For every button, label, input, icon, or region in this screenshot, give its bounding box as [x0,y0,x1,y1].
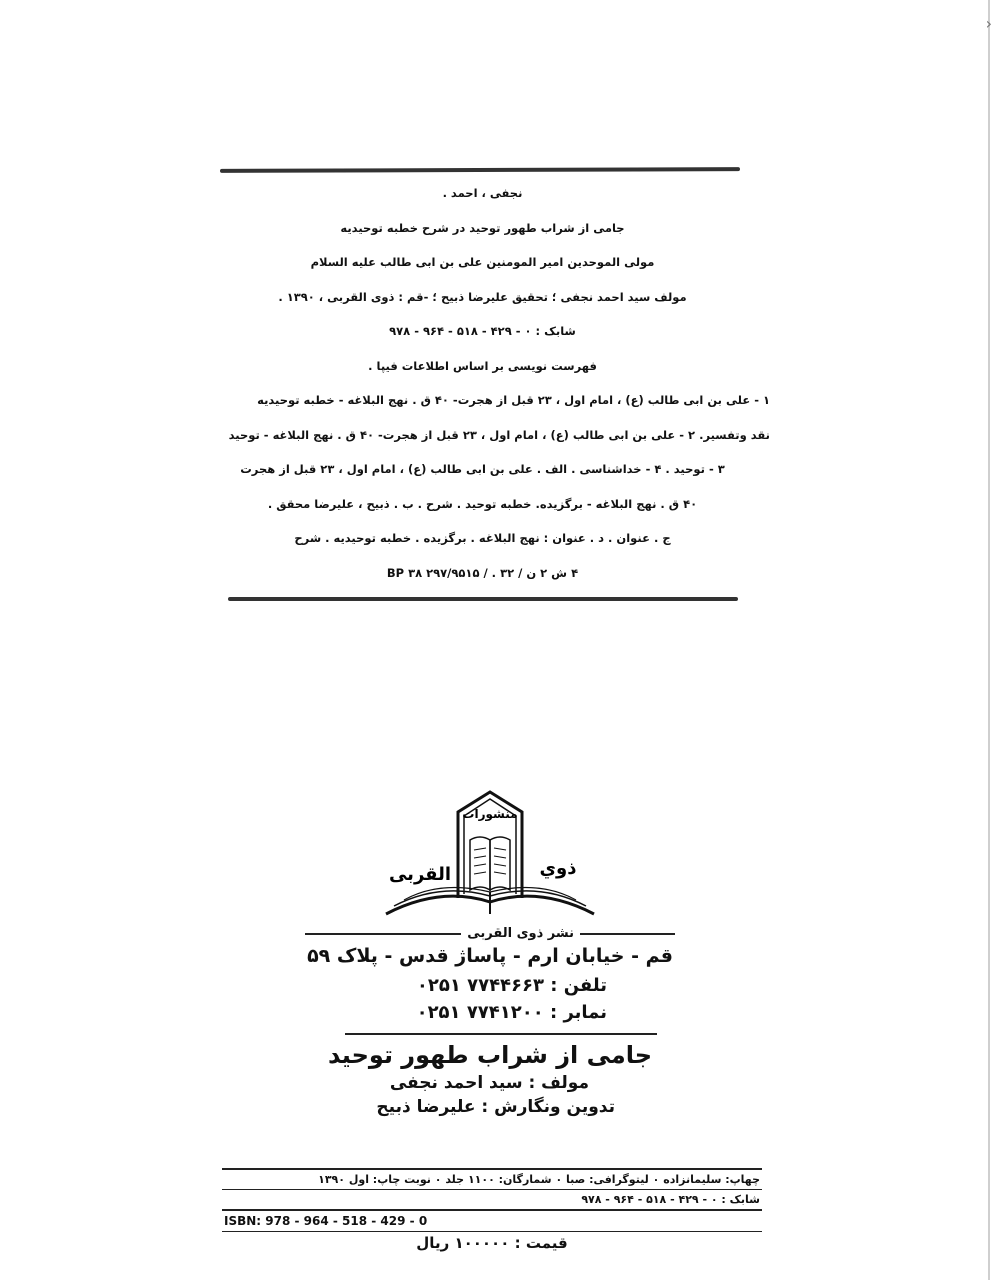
cip-subject-5: ج . عنوان . د . عنوان : نهج البلاغه . برگزیده . خطبه توحیدیه . شرح [294,531,671,545]
corner-mark: › [985,14,992,33]
colophon [222,1168,762,1252]
publisher-rule-right [580,933,675,935]
publisher-separator [345,1033,657,1035]
isbn-persian: شابک : ۰ - ۴۲۹ - ۵۱۸ - ۹۶۴ - ۹۷۸ [581,1193,760,1206]
book-author: مولف : سید احمد نجفی [389,1073,589,1093]
cip-title: جامی از شراب طهور توحید در شرح خطبه توحیدیه [340,220,625,235]
cip-lines [195,172,770,597]
publisher-block [305,790,675,1117]
cip-classification: ۴ ش ۲ ن / ۳۲ . / BP ۳۸ ۲۹۷/۹۵۱۵ [386,565,579,580]
cip-subject-2: نقد وتفسیر. ۲ - علی بن ابی طالب (ع) ، امام اول ، ۲۳ قبل از هجرت- ۴۰ ق . نهج البلاغه - توحید [228,427,770,442]
cip-note: فهرست نویسی بر اساس اطلاعات فیپا . [368,358,597,373]
publisher-name: نشر ذوی القربی [467,926,574,941]
book-editor: تدوین ونگارش : علیرضا ذبیح [376,1097,615,1117]
publisher-name-row [305,926,675,941]
cip-publication: مولف سید احمد نجفی ؛ تحقیق علیرضا ذبیح ؛ -قم : ذوی القربی ، ۱۳۹۰ . [278,289,687,304]
cataloguing-block [195,168,770,601]
cip-subject-1: ۱ - علی بن ابی طالب (ع) ، امام اول ، ۲۳ قبل از هجرت- ۴۰ ق . نهج البلاغه - خطبه توحیدیه [257,393,770,407]
isbn-latin: ISBN: 978 - 964 - 518 - 429 - 0 [224,1213,428,1228]
cip-subject-3: ۳ - توحید . ۴ - خداشناسی . الف . علی بن ابی طالب (ع) ، امام اول ، ۲۳ قبل از هجرت [240,462,725,476]
publisher-logo [380,790,600,920]
logo-left-text: القربى [388,864,452,885]
publisher-fax: نمابر : ۷۷۴۱۲۰۰ ۰۲۵۱ [416,1002,607,1023]
book-title: جامی از شراب طهور توحید [327,1041,653,1069]
page-edge [985,0,992,1280]
price: قیمت : ۱۰۰۰۰۰ ریال [416,1234,568,1252]
publisher-phone: تلفن : ۷۷۴۴۶۶۳ ۰۲۵۱ [416,975,607,996]
cip-subtitle: مولی الموحدین امیر المومنین علی بن ابی طالب علیه السلام [310,255,655,269]
cip-bottom-rule [228,597,738,601]
book-logo-icon [380,790,600,920]
print-details: چهاپ: سلیمانزاده ۰ لیتوگرافی: صبا ۰ شمارگان: ۱۱۰۰ جلد ۰ نوبت چاپ: اول ۱۳۹۰ [318,1172,760,1186]
cip-author: نجفی ، احمد . [442,186,523,200]
logo-right-text: ذوي [539,858,577,879]
logo-top-text: منشورات [462,807,518,821]
isbn-row [222,1211,762,1231]
cip-subject-4: ۴۰ ق . نهج البلاغه - برگزیده. خطبه توحید . شرح . ب . ذبیح ، علیرضا محقق . [267,496,698,511]
publisher-address: قم - خیابان ارم - پاساژ قدس - پلاک ۵۹ [307,945,673,967]
publisher-rule-left [305,933,461,935]
cip-isbn: شابک : ۰ - ۴۲۹ - ۵۱۸ - ۹۶۴ - ۹۷۸ [389,324,576,338]
